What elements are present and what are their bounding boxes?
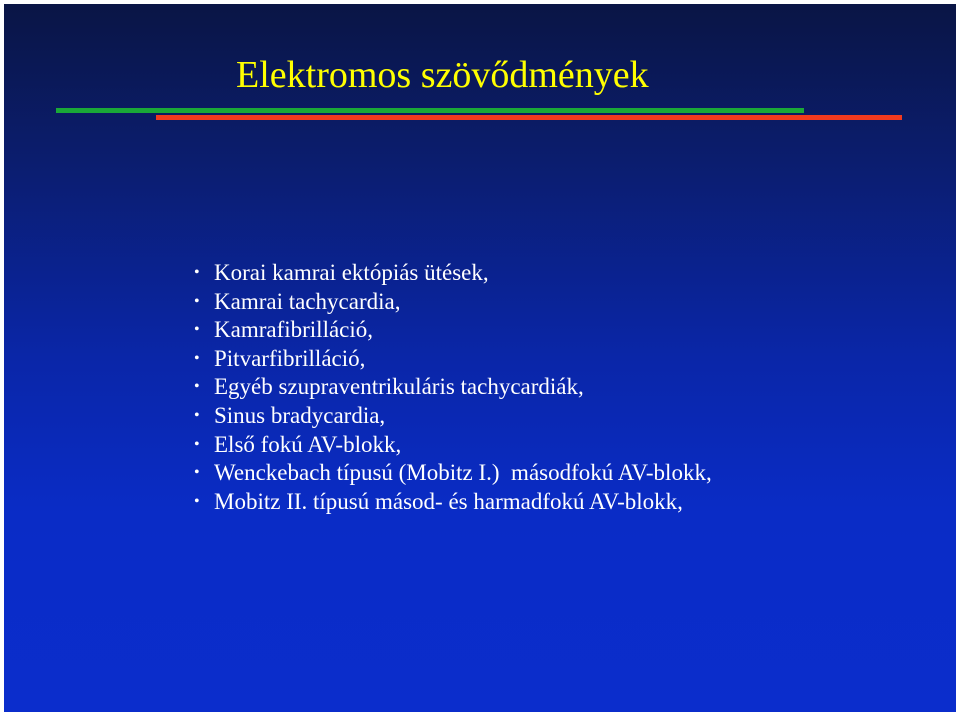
bullet-text: Első fokú AV-blokk,	[214, 431, 402, 457]
title-underline-red	[156, 115, 902, 120]
bullet-item	[194, 402, 712, 431]
bullet-text: Korai kamrai ektópiás ütések,	[214, 260, 489, 285]
slide-title: Elektromos szövődmények	[236, 54, 649, 96]
bullet-text: Wenckebach típusú (Mobitz I.) másodfokú AV-blokk,	[214, 460, 712, 486]
bullet-icon: •	[194, 264, 200, 281]
bullet-item	[194, 345, 712, 374]
bullet-icon: •	[194, 406, 200, 424]
bullet-text: Pitvarfibrilláció,	[214, 345, 366, 371]
bullet-icon: •	[194, 435, 200, 453]
bullet-text: Sinus bradycardia,	[214, 402, 386, 428]
bullet-item	[194, 459, 712, 488]
slide	[4, 4, 956, 712]
bullet-icon: •	[194, 492, 200, 510]
bullet-icon: •	[194, 349, 200, 367]
bullet-icon: •	[194, 464, 200, 482]
bullet-text: Kamrafibrilláció,	[214, 317, 374, 343]
bullet-text: Kamrai tachycardia,	[214, 288, 401, 314]
bullet-icon: •	[194, 321, 200, 339]
bullet-item	[194, 288, 712, 317]
bullet-text: Mobitz II. típusú másod- és harmadfokú AV-blokk,	[214, 488, 683, 514]
bullet-item	[194, 431, 712, 460]
bullet-icon: •	[194, 292, 200, 310]
bullet-item	[194, 259, 712, 288]
title-underline-green	[56, 108, 804, 113]
bullet-list	[194, 259, 712, 516]
bullet-icon: •	[194, 378, 200, 396]
bullet-item	[194, 316, 712, 345]
bullet-item	[194, 488, 712, 517]
bullet-text: Egyéb szupraventrikuláris tachycardiák,	[214, 374, 584, 400]
bullet-item	[194, 373, 712, 402]
